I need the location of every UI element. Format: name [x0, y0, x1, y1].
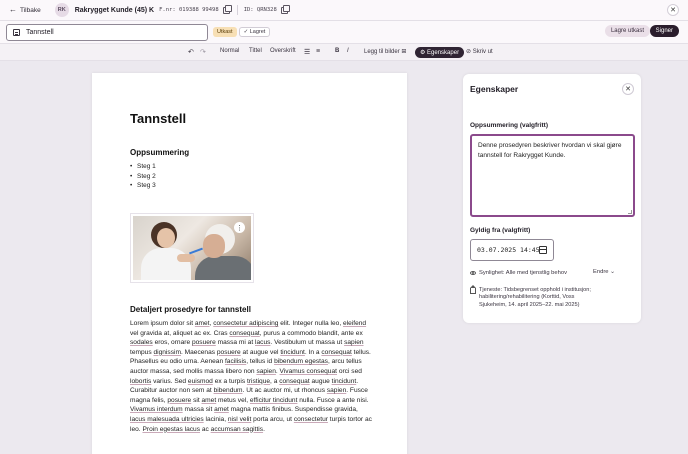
list-item: • Steg 3: [130, 182, 156, 192]
status-badge-draft: Utkast: [213, 27, 237, 37]
more-options-icon[interactable]: ⋮: [234, 222, 245, 233]
italic-button[interactable]: I: [347, 48, 349, 54]
numbered-list-icon[interactable]: ≡: [316, 48, 321, 55]
close-icon: ✕: [670, 7, 676, 14]
panel-title: Egenskaper: [470, 84, 519, 94]
top-bar: [0, 0, 688, 21]
service-text: Tjeneste: Tidsbegrenset opphold i institusjon; habilitering/rehabilitering (Korttid, Voss Sjukeheim, 14. april 2025–22. mai 2025): [479, 287, 591, 308]
bold-button[interactable]: B: [335, 48, 340, 54]
patient-name: Rakrygget Kunde (45) K: [74, 6, 155, 14]
detail-heading: Detaljert prosedyre for tannstell: [130, 305, 251, 314]
bullet-list-icon[interactable]: ☰: [304, 49, 311, 56]
valid-from-value: 03.07.2025 14:45: [477, 246, 540, 254]
panel-close-button[interactable]: [622, 83, 634, 95]
summary-label: Oppsummering (valgfritt): [470, 122, 549, 129]
care-image[interactable]: [130, 213, 254, 283]
back-button[interactable]: [9, 6, 41, 14]
copy-icon[interactable]: [223, 7, 230, 14]
arrow-left-icon: ←: [9, 5, 17, 14]
patient-id: ID: QRN328: [243, 7, 277, 13]
sign-button[interactable]: Signer: [650, 25, 679, 37]
summary-textarea[interactable]: [470, 134, 635, 217]
add-images-button[interactable]: Legg til bilder ⊞: [364, 49, 407, 55]
change-visibility-button[interactable]: Endre ⌄: [593, 269, 615, 275]
avatar: RK: [55, 3, 69, 17]
back-label: Tilbake: [20, 6, 41, 14]
divider: [237, 5, 238, 15]
properties-button[interactable]: ⚙ Egenskaper: [415, 47, 464, 58]
home-icon: [470, 288, 476, 294]
editor-toolbar: [0, 43, 688, 61]
document-icon: [13, 29, 20, 36]
detail-paragraph: Lorem ipsum dolor sit amet, consectetur adipiscing elit. Integer nulla leo, eleifend vel gravida at, aliquet ac ex. Cras consequat, purus a commodo blandit, ante ex sodales eros, ornare posuere massa mi at lacus. Vestibulum ut massa ut sapien tempus dignissim. Maecenas posuere at augue vel tincidunt. In a consequat tellus. Phasellus eu odio urna. Aenean facilisis, tellus id bibendum egestas, arcu tellus auctor massa, sed mollis massa libero non sapien. Vivamus consequat orci sed lobortis varius. Sed euismod ex a turpis tristique, a consequat augue tincidunt. Curabitur auctor non sem at bibendum. Ut ac auctor mi, ut rhoncus sapien. Fusce magna felis, posuere sit amet metus vel, efficitur tincidunt nulla. Fusce a ante nisi. Vivamus interdum massa sit amet magna mattis finibus. Suspendisse gravida, lacus malesuada ultricies lacinia, nisl velit porta arcu, ut consectetur turpis tortor ac leo. Proin egestas lacus ac accumsan sagittis.: [130, 320, 372, 433]
valid-from-label: Gyldig fra (valgfritt): [470, 227, 531, 234]
save-draft-button[interactable]: Lagre utkast: [605, 25, 650, 37]
document-title-input[interactable]: [6, 24, 208, 41]
document-title-value: Tannstell: [26, 28, 54, 36]
properties-panel: [463, 74, 641, 323]
visibility-text: Synlighet: Alle med tjenstlig behov: [479, 270, 567, 276]
document-heading: Tannstell: [130, 111, 187, 126]
list-item: • Steg 1: [130, 163, 156, 173]
resize-handle[interactable]: [628, 210, 632, 214]
visibility-row: [470, 270, 567, 276]
print-button[interactable]: ⊘ Skriv ut: [466, 49, 493, 55]
patient-fnr: F.nr: 019388 99498: [159, 7, 219, 13]
summary-heading: Oppsummering: [130, 148, 190, 157]
format-normal-button[interactable]: Normal: [220, 48, 240, 54]
valid-from-input[interactable]: [470, 239, 554, 261]
close-button[interactable]: [667, 4, 679, 16]
caregiver-photo: [133, 216, 251, 280]
redo-icon[interactable]: ↷: [200, 49, 206, 56]
eye-icon: [470, 271, 476, 275]
format-heading-button[interactable]: Overskrift: [270, 48, 296, 54]
close-icon: ✕: [625, 86, 631, 93]
calendar-icon[interactable]: [539, 246, 547, 254]
summary-value: Denne prosedyren beskriver hvordan vi skal gjøre tannstell for Rakrygget Kunde.: [478, 142, 622, 159]
steps-list: [130, 163, 156, 192]
undo-icon[interactable]: ↶: [188, 49, 194, 56]
title-row: [0, 21, 688, 43]
service-row: [470, 287, 595, 309]
list-item: • Steg 2: [130, 173, 156, 183]
document-page[interactable]: [92, 73, 407, 454]
status-badge-saved: ✓ Lagret: [239, 27, 271, 37]
format-title-button[interactable]: Tittel: [249, 48, 262, 54]
copy-id-icon[interactable]: [281, 7, 288, 14]
